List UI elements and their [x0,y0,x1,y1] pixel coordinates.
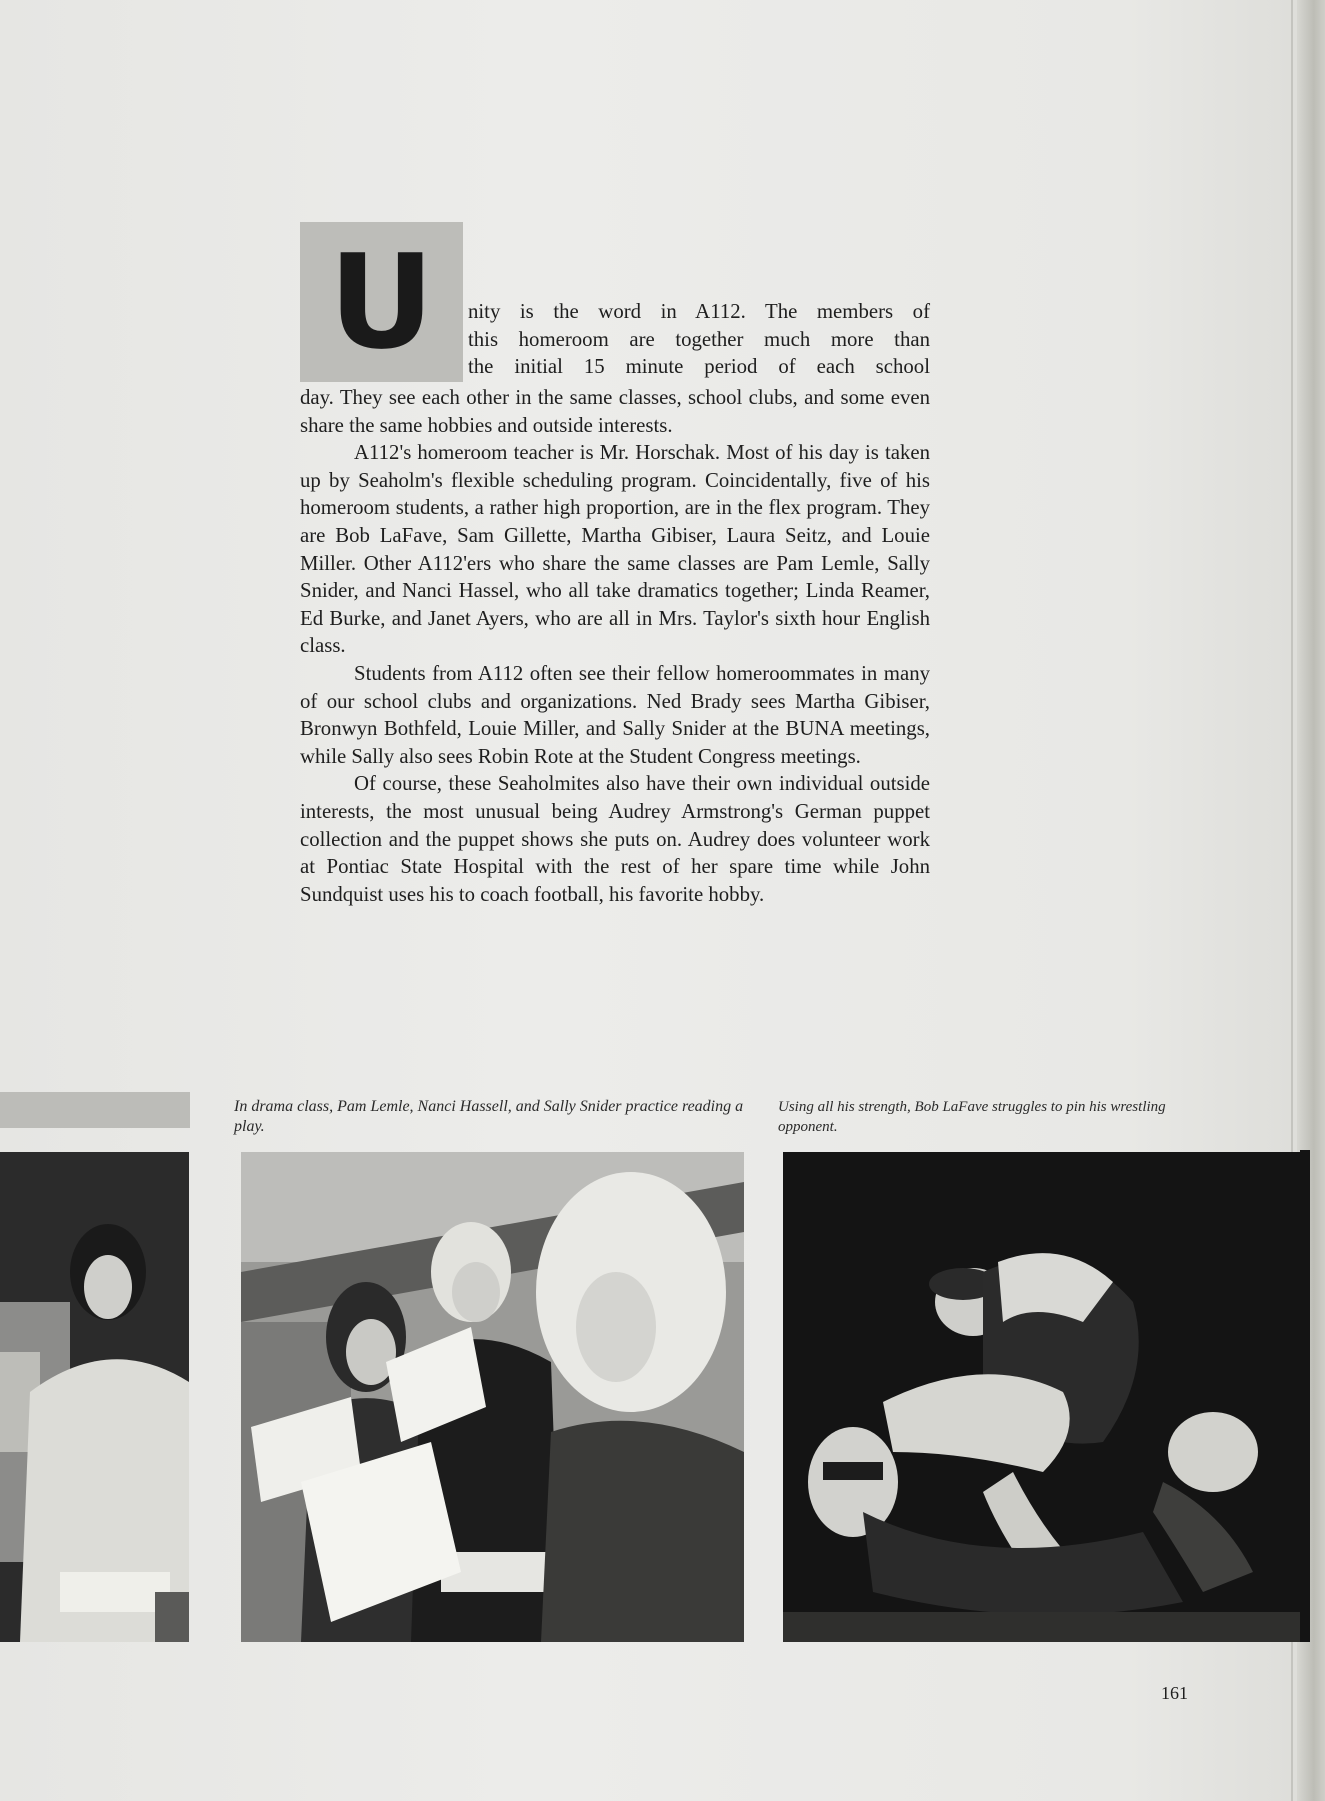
paragraph: A112's homeroom teacher is Mr. Horschak. Most of his day is taken up by Seaholm's flexible scheduling program. Coincidentally, five of his homeroom students, a rather high proportion, are in the flex program. They are Bob LaFave, Sam Gillette, Martha Gibiser, Laura Seitz, and Louie Miller. Other A112'ers who share the same classes are Pam Lemle, Sally Snider, and Nanci Hassel, who all take dramatics together; Linda Reamer, Ed Burke, and Janet Ayers, who are all in Mrs. Taylor's sixth hour English class. [300,441,930,658]
photo-drama-class [241,1152,744,1642]
drop-cap-letter: U [328,226,435,378]
lead-line: the initial 15 minute period of each school [468,355,930,379]
paragraph: Of course, these Seaholmites also have their own individual outside interests, the most unusual being Audrey Armstrong's German puppet collection and the puppet shows she puts on. Audrey does volunteer work at Pontiac State Hospital with the rest of her spare time while John Sundquist uses his to coach football, his favorite hobby. [300,772,930,906]
lead-lines [468,298,930,381]
story-body [300,384,930,908]
lead-line: nity is the word in A112. The members of [468,300,930,323]
drop-cap-box [300,222,463,382]
caption-gray-bar [0,1092,190,1128]
paragraph: Students from A112 often see their fellow homeroommates in many of our school clubs and organizations. Ned Brady sees Martha Gibiser, Bronwyn Bothfeld, Louie Miller, and Sally Snider at the BUNA meetings, while Sally also sees Robin Rote at the Student Congress meetings. [300,661,930,768]
caption-drama: In drama class, Pam Lemle, Nanci Hassell, and Sally Snider practice reading a play. [234,1098,744,1135]
caption-wrestling: Using all his strength, Bob LaFave struggles to pin his wrestling opponent. [778,1099,1166,1135]
paragraph: day. They see each other in the same classes, school clubs, and some even share the same hobbies and outside interests. [300,386,930,437]
photo-girl-left [0,1152,189,1642]
photo-wrestling [783,1152,1308,1642]
page-number: 161 [1161,1683,1188,1703]
photo-edge-strip [1300,1150,1310,1642]
lead-line: this homeroom are together much more than [468,327,930,351]
